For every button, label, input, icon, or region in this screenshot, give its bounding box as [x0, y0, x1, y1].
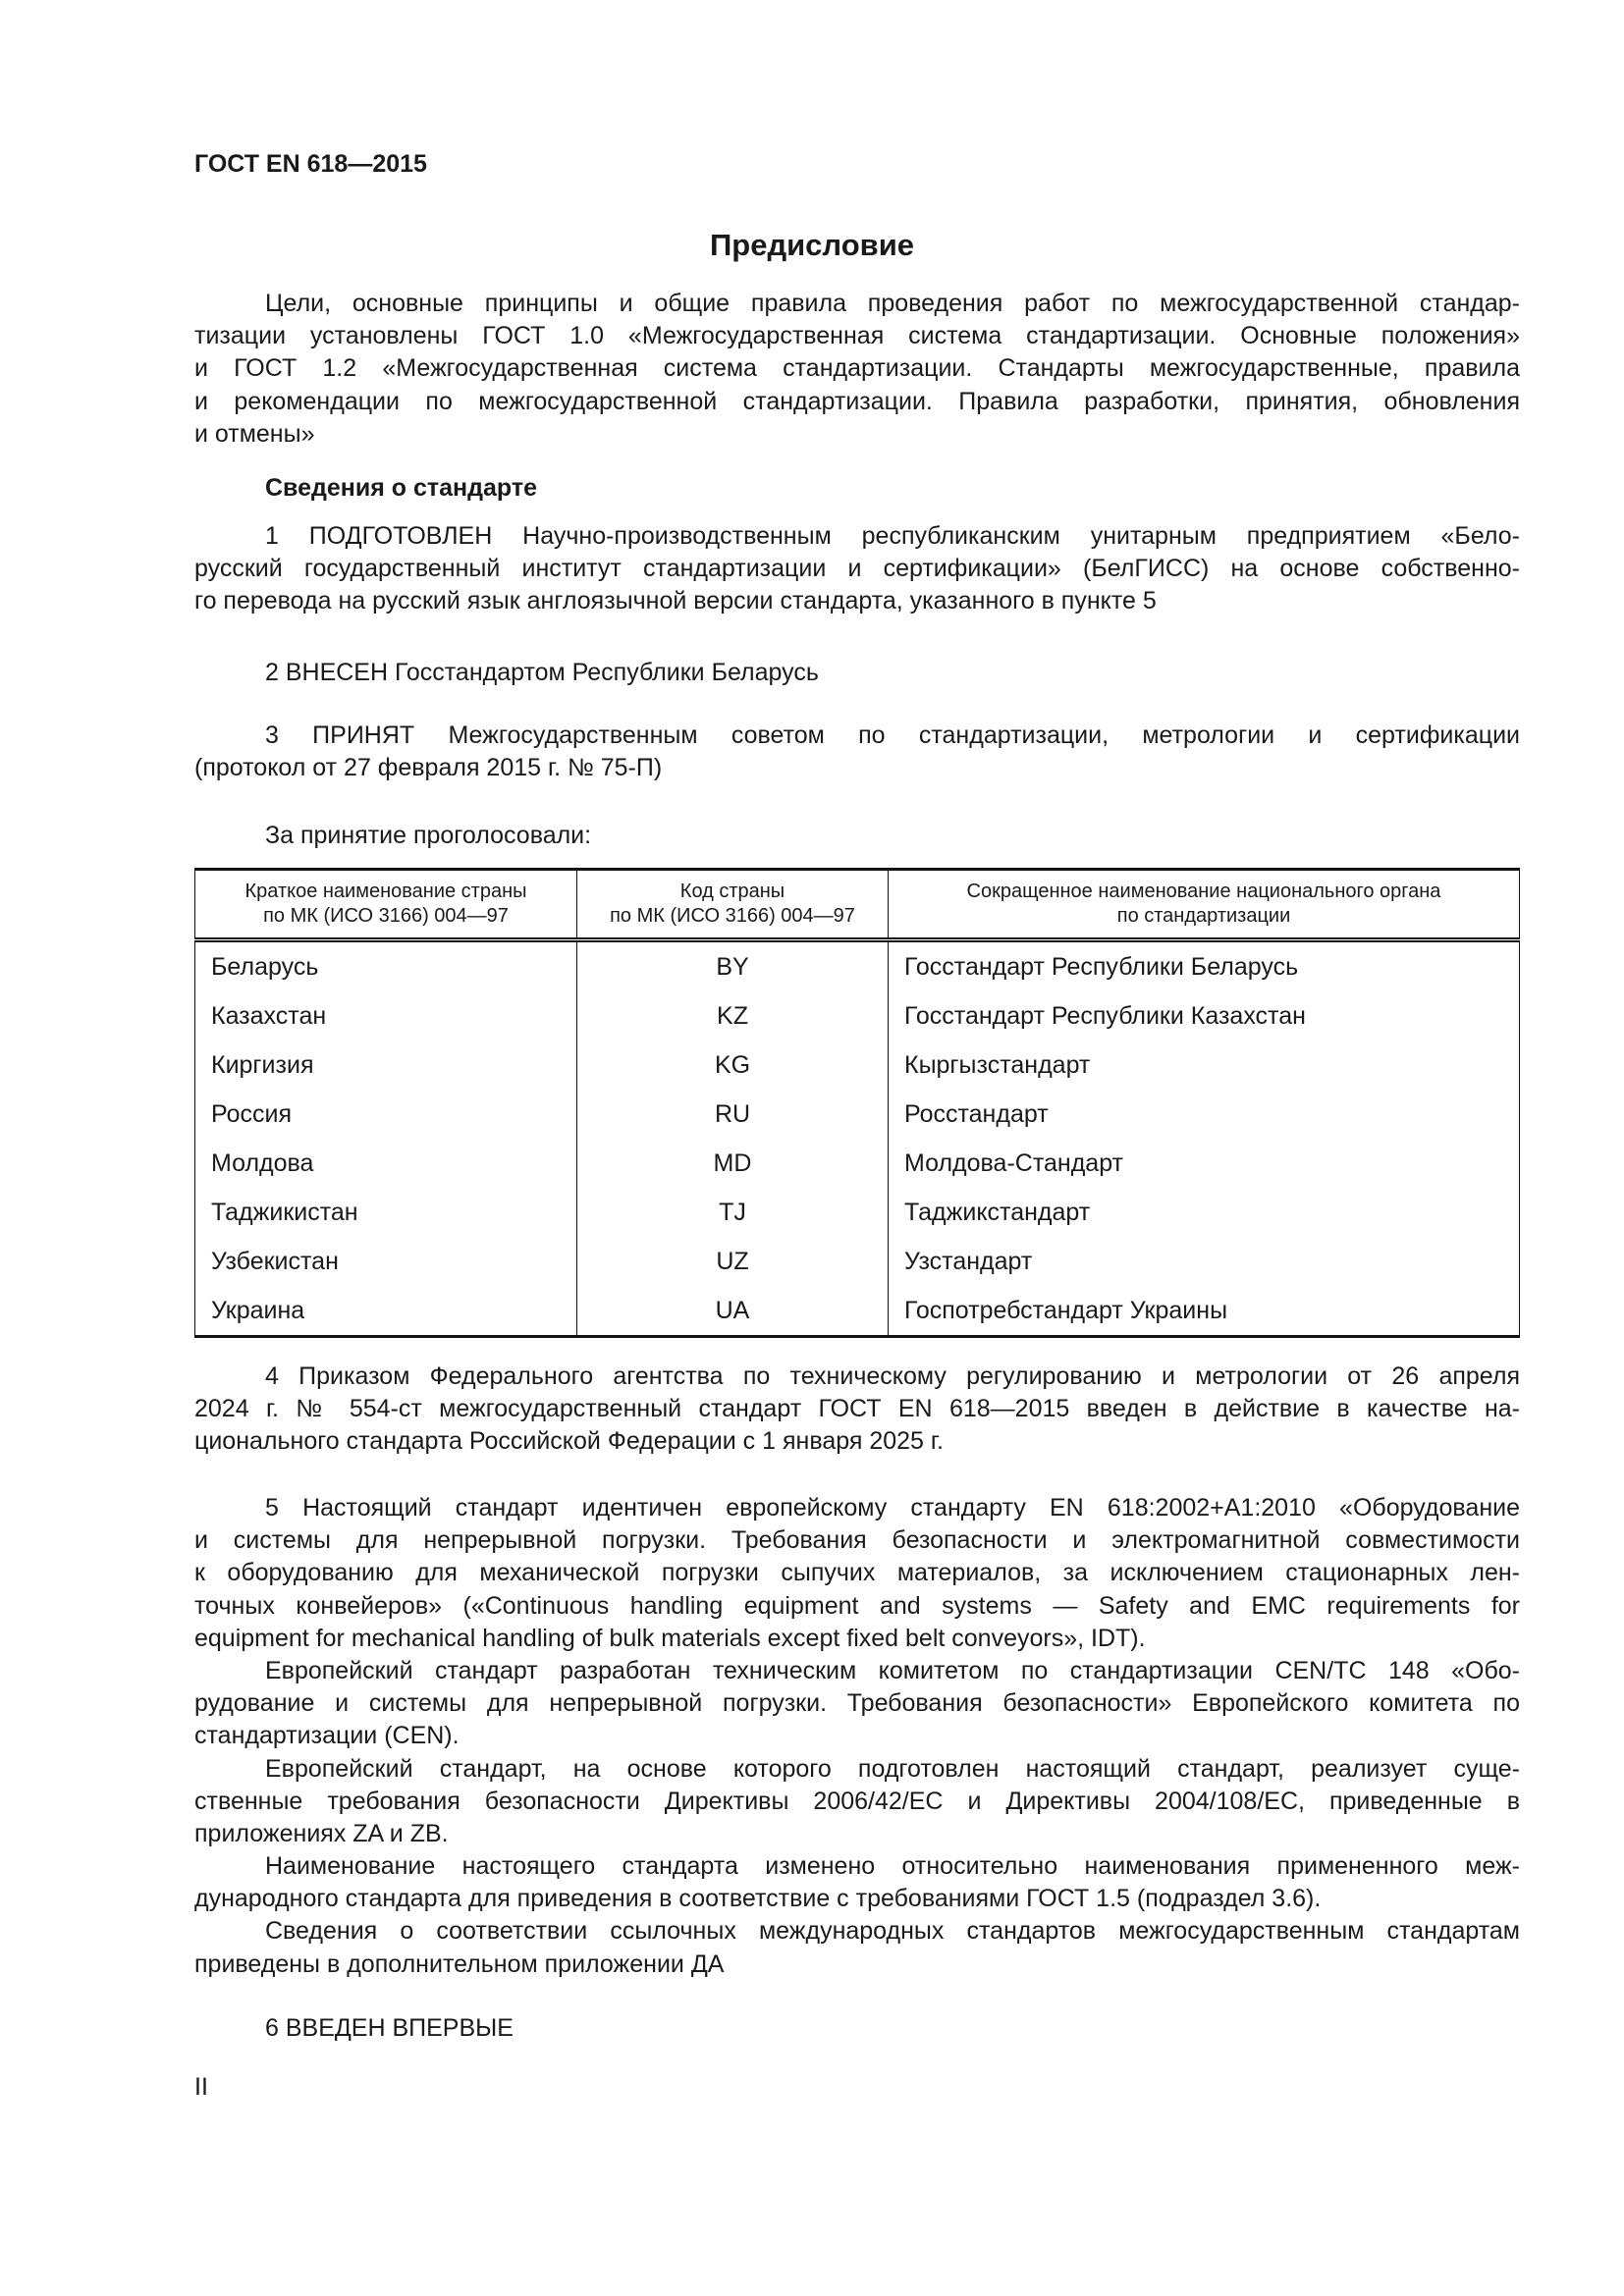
country-name-cell: Россия	[195, 1090, 577, 1139]
country-code-cell: UA	[577, 1286, 889, 1337]
text-line: 6 ВВЕДЕН ВПЕРВЫЕ	[265, 2014, 514, 2042]
text-line: Европейский стандарт разработан техническим комитетом по стандартизации CEN/TC 148 «Обо-	[265, 1656, 1520, 1684]
item-6-first-introduced	[194, 2012, 1520, 2045]
text-line: дународного стандарта для приведения в соответствие с требованиями ГОСТ 1.5 (подраздел 3.6).	[194, 1885, 1322, 1913]
text-line: ственные требования безопасности Директивы 2006/42/EC и Директивы 2004/108/EC, приведенные в	[194, 1787, 1520, 1815]
text-line: и ГОСТ 1.2 «Межгосударственная система стандартизации. Стандарты межгосударственные, правила	[194, 354, 1520, 383]
item-5-identity	[194, 1492, 1520, 1981]
country-name-cell: Киргизия	[195, 1041, 577, 1090]
text-line: ционального стандарта Российской Федерации с 1 января 2025 г.	[194, 1427, 944, 1456]
national-body-cell: Узстандарт	[889, 1237, 1520, 1286]
country-code-cell: RU	[577, 1090, 889, 1139]
text-line: equipment for mechanical handling of bulk materials except fixed belt conveyors», IDT).	[194, 1624, 1146, 1652]
text-line: русский государственный институт стандартизации и сертификации» (БелГИСС) на основе собственно-	[194, 555, 1520, 583]
text-line: тизации установлены ГОСТ 1.0 «Межгосударственная система стандартизации. Основные положения»	[194, 322, 1520, 350]
section-heading-text: Сведения о стандарте	[265, 474, 538, 502]
country-code-cell: MD	[577, 1139, 889, 1188]
text-line: и отмены»	[194, 419, 315, 448]
country-name-cell: Украина	[195, 1286, 577, 1337]
item-4-order	[194, 1361, 1520, 1459]
text-line: Европейский стандарт, на основе которого подготовлен настоящий стандарт, реализует суще-	[265, 1754, 1520, 1783]
intro-paragraph	[194, 288, 1520, 451]
header-country-name: Краткое наименование страны по МК (ИСО 3166) 004—97	[195, 870, 577, 940]
table-row	[195, 991, 1520, 1041]
country-name-cell: Казахстан	[195, 991, 577, 1041]
country-name-cell: Молдова	[195, 1139, 577, 1188]
text-line: Цели, основные принципы и общие правила проведения работ по межгосударственной стандар-	[265, 290, 1520, 317]
text-line: стандартизации (CEN).	[194, 1722, 460, 1750]
item-3-adopted	[194, 720, 1520, 784]
text-line: приведены в дополнительном приложении ДА	[194, 1949, 725, 1978]
page-number: II	[194, 2073, 208, 2101]
country-name-cell: Таджикистан	[195, 1188, 577, 1237]
table-row	[195, 1090, 1520, 1139]
text-line: 2 ВНЕСЕН Госстандартом Республики Беларусь	[265, 659, 819, 686]
text-line: 2024 г. № 554-ст межгосударственный стандарт ГОСТ EN 618—2015 введен в действие в качестве на-	[194, 1395, 1520, 1423]
text-line: Наименование настоящего стандарта изменено относительно наименования примененного меж-	[265, 1852, 1520, 1881]
text-line: к оборудованию для механической погрузки сыпучих материалов, за исключением стационарных лен-	[194, 1559, 1520, 1587]
national-body-cell: Молдова-Стандарт	[889, 1139, 1520, 1188]
national-body-cell: Госстандарт Республики Казахстан	[889, 991, 1520, 1041]
text-line: За принятие проголосовали:	[265, 822, 592, 849]
item-1-prepared	[194, 520, 1520, 618]
section-heading	[194, 472, 1520, 505]
country-code-cell: KG	[577, 1041, 889, 1090]
country-name-cell: Узбекистан	[195, 1237, 577, 1286]
voted-label	[194, 820, 1520, 852]
country-code-cell: UZ	[577, 1237, 889, 1286]
text-line: го перевода на русский язык англоязычной версии стандарта, указанного в пункте 5	[194, 587, 1157, 615]
voting-countries-table	[194, 868, 1520, 1338]
table-row	[195, 940, 1520, 992]
country-code-cell: TJ	[577, 1188, 889, 1237]
text-line: приложениях ZA и ZB.	[194, 1819, 449, 1847]
text-line: 4 Приказом Федерального агентства по техническому регулированию и метрологии от 26 апреля	[265, 1362, 1520, 1390]
national-body-cell: Росстандарт	[889, 1090, 1520, 1139]
country-code-cell: KZ	[577, 991, 889, 1041]
header-country-code: Код страны по МК (ИСО 3166) 004—97	[577, 870, 889, 940]
text-line: рудование и системы для непрерывной погрузки. Требования безопасности» Европейского комитета по	[194, 1689, 1520, 1718]
table-row	[195, 1041, 1520, 1090]
national-body-cell: Таджикстандарт	[889, 1188, 1520, 1237]
text-line: 3 ПРИНЯТ Межгосударственным советом по стандартизации, метрологии и сертификации	[265, 721, 1520, 749]
item-2-submitted	[194, 657, 1520, 689]
table-row	[195, 1188, 1520, 1237]
table-row	[195, 1237, 1520, 1286]
page-title: Предисловие	[709, 228, 914, 262]
country-name-cell: Беларусь	[195, 940, 577, 992]
text-line: и рекомендации по межгосударственной стандартизации. Правила разработки, принятия, обновления	[194, 387, 1520, 415]
national-body-cell: Госпотребстандарт Украины	[889, 1286, 1520, 1337]
national-body-cell: Кыргызстандарт	[889, 1041, 1520, 1090]
document-code-header: ГОСТ EN 618—2015	[194, 150, 427, 178]
text-line: 1 ПОДГОТОВЛЕН Научно-производственным республиканским унитарным предприятием «Бело-	[265, 522, 1520, 550]
text-line: 5 Настоящий стандарт идентичен европейскому стандарту EN 618:2002+A1:2010 «Оборудование	[265, 1494, 1520, 1522]
text-line: точных конвейеров» («Continuous handling equipment and systems — Safety and EMC requirements for	[194, 1591, 1520, 1620]
text-line: и системы для непрерывной погрузки. Требования безопасности и электромагнитной совместимости	[194, 1526, 1520, 1555]
text-line: Сведения о соответствии ссылочных международных стандартов межгосударственным стандартам	[265, 1917, 1520, 1946]
national-body-cell: Госстандарт Республики Беларусь	[889, 940, 1520, 992]
country-code-cell: BY	[577, 940, 889, 992]
text-line: (протокол от 27 февраля 2015 г. № 75-П)	[194, 754, 663, 782]
table-row	[195, 1139, 1520, 1188]
table-row	[195, 1286, 1520, 1337]
header-national-body: Сокращенное наименование национального органа по стандартизации	[889, 870, 1520, 940]
table-header-row	[195, 870, 1520, 940]
